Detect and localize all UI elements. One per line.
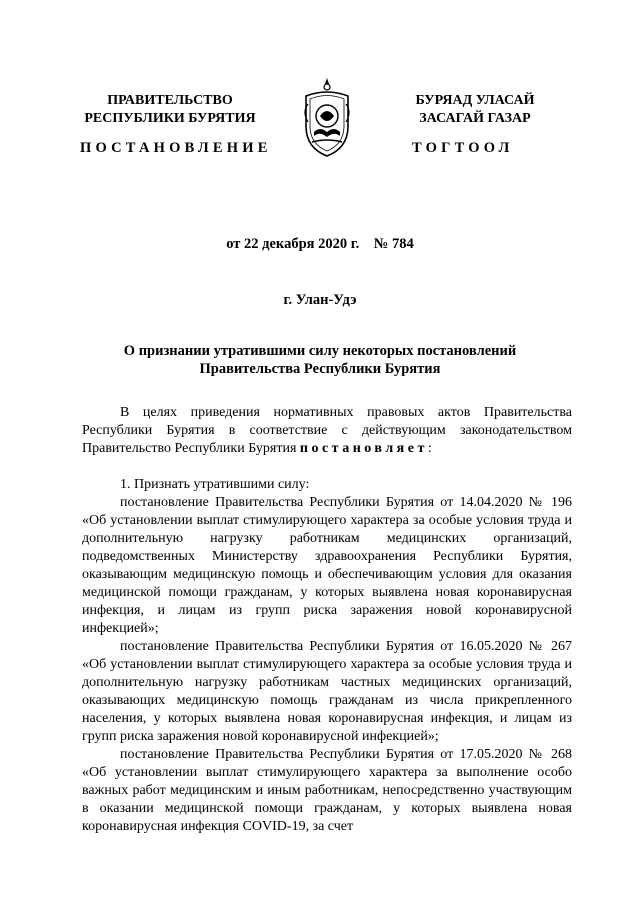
- document-type-russian: ПОСТАНОВЛЕНИЕ: [80, 140, 272, 156]
- repealed-act-1: постановление Правительства Республики Бурятия от 14.04.2020 № 196 «Об установлении выплат стимулирующего характера за особые условия труда и дополнительную нагрузку работникам медицинских организаций, подведомственных Министерству здравоохранения Республики Бурятия, оказывающим медицинскую помощь и обеспечивающим условия для оказания медицинской помощи гражданам, у которых выявлена новая коронавирусная инфекция, и лицам из групп риска заражения новой коронавирусной инфекцией»;: [82, 495, 572, 636]
- government-name-line1: ПРАВИТЕЛЬСТВО: [107, 93, 233, 108]
- document-date-number: от 22 декабря 2020 г. № 784: [226, 236, 414, 252]
- document-title-line2: Правительства Республики Бурятия: [199, 361, 441, 377]
- document-city: г. Улан-Удэ: [283, 292, 357, 308]
- document-title-line1: О признании утратившими силу некоторых постановлений: [123, 343, 517, 359]
- government-name-buryat-line1: БУРЯАД УЛАСАЙ: [415, 93, 535, 108]
- government-name-buryat: [380, 92, 570, 128]
- repealed-act-2: постановление Правительства Республики Бурятия от 16.05.2020 № 267 «Об установлении выплат стимулирующего характера за особые условия труда и дополнительную нагрузку работникам частных медицинских организаций, оказывающих медицинскую помощь гражданам из числа прикрепленного населения, у которых выявлена новая коронавирусная инфекция, и лицам из групп риска заражения новой коронавирусной инфекцией»;: [82, 639, 572, 744]
- preamble-paragraph: [82, 404, 572, 458]
- coat-of-arms-icon: [298, 76, 356, 158]
- government-name-russian: [55, 92, 285, 128]
- document-body: [82, 404, 572, 836]
- decree-word: постановляет: [299, 441, 428, 456]
- point-1-heading: 1. Признать утратившими силу:: [120, 477, 310, 492]
- repealed-act-3: постановление Правительства Республики Бурятия от 17.05.2020 № 268 «Об установлении выплат стимулирующего характера за выполнение особо важных работ медицинским и иным работникам, непосредственно участвующим в оказании медицинской помощи гражданам, у которых выявлена новая коронавирусная инфекция COVID-19, за счет: [82, 747, 572, 834]
- government-name-buryat-line2: ЗАСАГАЙ ГАЗАР: [419, 111, 531, 126]
- document-title: [0, 342, 640, 378]
- document-type-buryat: ТОГТООЛ: [412, 140, 514, 156]
- government-name-line2: РЕСПУБЛИКИ БУРЯТИЯ: [84, 111, 256, 126]
- preamble-text: В целях приведения нормативных правовых актов Правительства Республики Бурятия в соответствие с действующим законодательством Правительство Республики Бурятия: [82, 405, 572, 456]
- preamble-suffix: :: [427, 441, 432, 456]
